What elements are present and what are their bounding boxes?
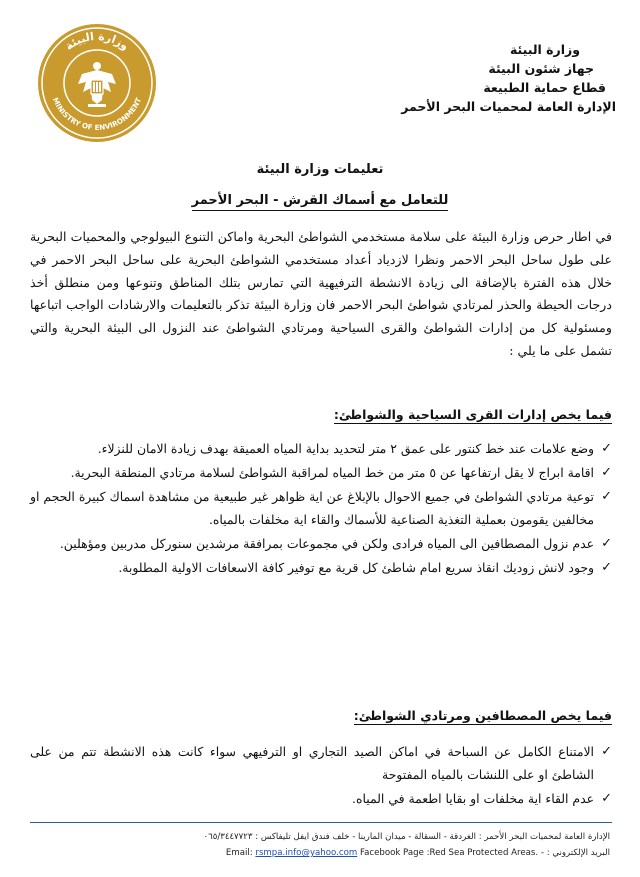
header-block [376, 40, 616, 116]
section-heading-resorts [334, 407, 612, 422]
checkmark-icon: ✓ [601, 489, 612, 504]
seal-english-text: MINISTRY OF ENVIRONMENT [50, 96, 144, 133]
header-sector: قطاع حماية الطبيعة [483, 80, 606, 95]
section-list-resorts [30, 437, 612, 580]
intro-paragraph: في اطار حرص وزارة البيئة على سلامة مستخدمي الشواطئ البحرية واماكن التنوع البيولوجي والمحميات البحرية على طول ساحل البحر الاحمر ونظرا لازدياد أعداد مستخدمي الشواطئ البحرية على ساحل البحر الاحمر في خلال هذه الفترة بالإضافة الى زيادة الانشطة الترفيهية التي تمارس بتلك المناطق وتنوعها ومن منطلق أخذ درجات الحيطة والحذر لمرتادي شواطئ البحر الاحمر فان وزارة البيئة تذكر بالتعليمات والارشادات الواجب اتباعها ومسئولية كل من إدارات الشواطئ والقرى السياحية ومرتادي الشواطئ عند النزول الى البيئة البحرية والتي تشمل على ما يلي : [30, 229, 612, 358]
list-item-text: عدم نزول المصطافين الى المياه فرادى ولكن في مجموعات بمرافقة مرشدين سنوركل مدربين ومؤهلين. [59, 536, 594, 551]
ministry-seal-logo [36, 22, 158, 144]
checkmark-icon: ✓ [601, 791, 612, 806]
header-department: الإدارة العامة لمحميات البحر الأحمر [401, 99, 616, 114]
list-item-text: عدم القاء اية مخلفات او بقايا اطعمة في المياه. [352, 791, 594, 806]
seal-arabic-text: وزارة البيئة [62, 29, 132, 53]
document-title: تعليمات وزارة البيئة [256, 162, 384, 177]
section-heading-beachgoers [354, 708, 612, 723]
checkmark-icon: ✓ [601, 536, 612, 551]
document-subtitle [0, 193, 640, 208]
list-item-text: وضع علامات عند خط كنتور على عمق ٢ متر لتحديد بداية المياه العميقة بهدف زيادة الامان للنزلاء. [97, 441, 594, 456]
list-item-text: اقامة ابراج لا يقل ارتفاعها عن ٥ متر من خط المياه لمراقبة الشواطئ لسلامة مرتادي المنطقة البحرية. [70, 465, 594, 480]
checkmark-icon: ✓ [601, 744, 612, 759]
list-item-text: توعية مرتادي الشواطئ في جميع الاحوال بالإبلاغ عن اية ظواهر غير طبيعية من مشاهدة اسماك كبيرة الحجم او مخالفين يقومون بعملية التغذية الصناعية للأسماك والقاء اية مخلفات بالمياه. [30, 489, 594, 527]
checkmark-icon: ✓ [601, 560, 612, 575]
list-item [30, 485, 612, 531]
list-item [30, 556, 612, 579]
footer-contact [226, 848, 610, 858]
section-heading-resorts-text: فيما يخص إدارات القرى السياحية والشواطئ: [333, 407, 612, 422]
footer-email-link[interactable]: rsmpa.info@yahoo.com [255, 848, 358, 858]
list-item [30, 532, 612, 555]
section-heading-beachgoers-text: فيما يخص المصطافين ومرتادي الشواطئ: [353, 708, 612, 723]
footer-email-label: البريد الإلكتروني : Email: [225, 848, 610, 858]
list-item [30, 461, 612, 484]
footer-address: الإدارة العامة لمحميات البحر الأحمر : الغردقة - السقالة - ميدان المارينا - خلف فندق ايفل تليفاكس : ٠٦٥/٣٤٤٧٧٢٣ [203, 832, 610, 842]
document-subtitle-text: للتعامل مع أسماك القرش - البحر الأحمر [192, 193, 449, 211]
section-list-beachgoers [30, 740, 612, 811]
checkmark-icon: ✓ [601, 465, 612, 480]
list-item [30, 787, 612, 810]
footer-divider [30, 822, 612, 823]
list-item-text: وجود لانش زوديك انقاذ سريع امام شاطئ كل قرية مع توفير كافة الاسعافات الاولية المطلوبة. [118, 560, 594, 575]
checkmark-icon: ✓ [601, 441, 612, 456]
footer-facebook: Facebook Page :Red Sea Protected Areas. - [359, 848, 544, 858]
header-ministry: وزارة البيئة [509, 42, 580, 57]
list-item [30, 740, 612, 786]
list-item [30, 437, 612, 460]
list-item-text: الامتناع الكامل عن السباحة في اماكن الصيد التجاري او الترفيهي سواء كانت هذه الانشطة تتم من على الشاطئ او على اللنشات بالمياه المفتوحة [30, 744, 594, 782]
header-agency: جهاز شئون البيئة [488, 61, 594, 76]
